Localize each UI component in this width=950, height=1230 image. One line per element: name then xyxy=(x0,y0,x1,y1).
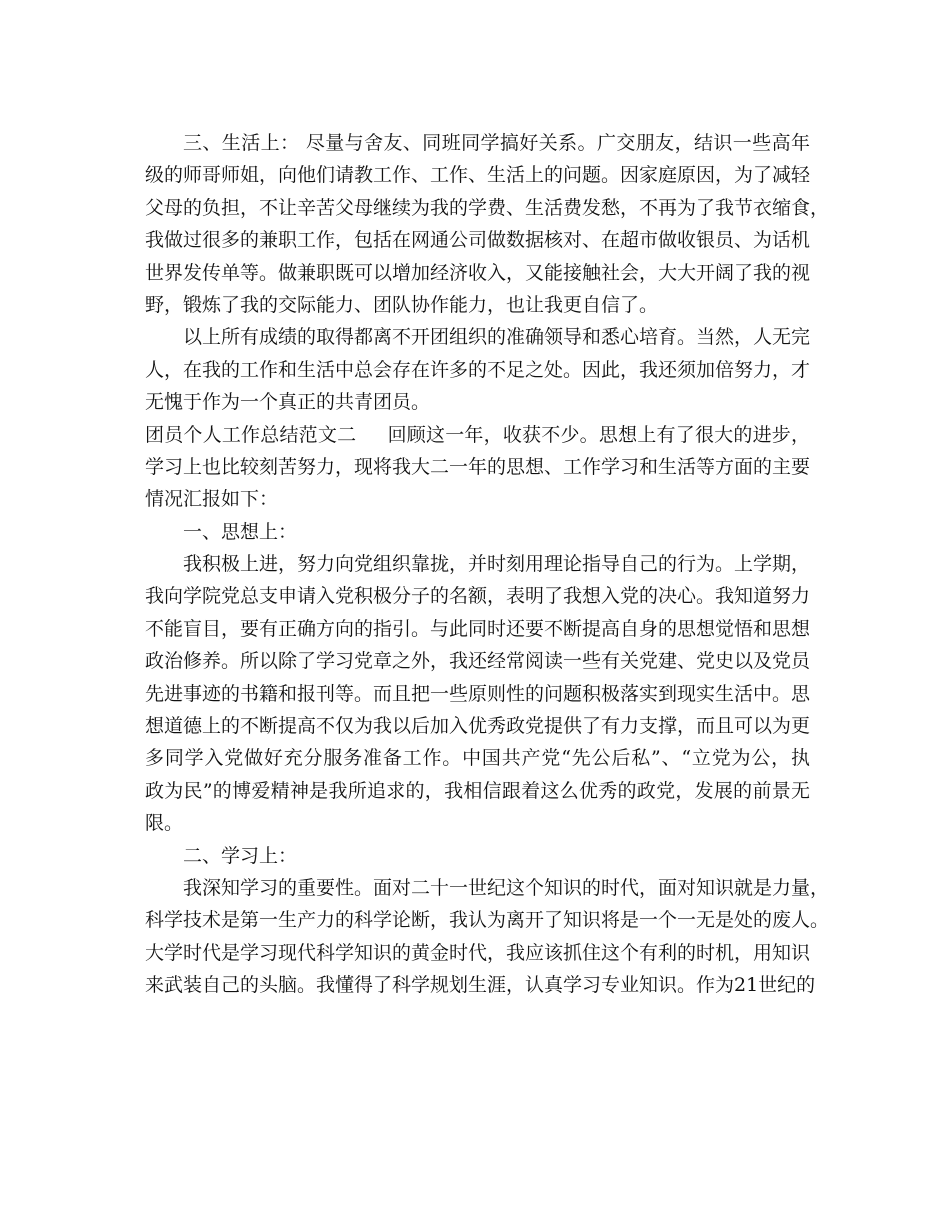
document-body xyxy=(145,127,830,1002)
paragraph-line: 想道德上的不断提高不仅为我以后加入优秀政党提供了有力支撑，而且可以为更 xyxy=(145,715,811,738)
paragraph-line: 野，锻炼了我的交际能力、团队协作能力，也让我更自信了。 xyxy=(145,293,659,316)
paragraph-line: 人，在我的工作和生活中总会存在许多的不足之处。因此，我还须加倍努力，才 xyxy=(145,358,811,381)
paragraph-line: 我积极上进，努力向党组织靠拢，并时刻用理论指导自己的行为。上学期， xyxy=(183,553,811,576)
paragraph-line: 级的师哥师姐，向他们请教工作、工作、生活上的问题。因家庭原因，为了减轻 xyxy=(145,164,811,187)
paragraph-line: 科学技术是第一生产力的科学论断，我认为离开了知识将是一个一无是处的废人。 xyxy=(145,909,830,932)
paragraph-line: 来武装自己的头脑。我懂得了科学规划生涯，认真学习专业知识。作为21世纪的 xyxy=(145,974,816,997)
paragraph-line: 三、生活上： 尽量与舍友、同班同学搞好关系。广交朋友，结识一些高年 xyxy=(183,132,810,154)
paragraph-line: 政为民”的博爱精神是我所追求的，我相信跟着这么优秀的政党，发展的前景无 xyxy=(145,779,810,802)
paragraph-line: 我做过很多的兼职工作，包括在网通公司做数据核对、在超市做收银员、为话机 xyxy=(145,229,811,252)
paragraph-line: 我向学院党总支申请入党积极分子的名额，表明了我想入党的决心。我知道努力 xyxy=(145,585,811,608)
section-heading: 二、学习上： xyxy=(183,844,298,867)
paragraph-line: 限。 xyxy=(145,812,184,835)
section-title-line: 团员个人工作总结范文二 回顾这一年，收获不少。思想上有了很大的进步， xyxy=(145,423,810,446)
paragraph-line: 无愧于作为一个真正的共青团员。 xyxy=(145,391,431,414)
paragraph-line: 政治修养。所以除了学习党章之外，我还经常阅读一些有关党建、党史以及党员 xyxy=(145,650,811,673)
paragraph-line: 情况汇报如下： xyxy=(145,488,279,511)
paragraph-line: 不能盲目，要有正确方向的指引。与此同时还要不断提高自身的思想觉悟和思想 xyxy=(145,617,811,640)
paragraph-line: 父母的负担，不让辛苦父母继续为我的学费、生活费发愁，不再为了我节衣缩食， xyxy=(145,196,830,219)
paragraph-line: 我深知学习的重要性。面对二十一世纪这个知识的时代，面对知识就是力量， xyxy=(183,876,830,899)
paragraph-line: 学习上也比较刻苦努力，现将我大二一年的思想、工作学习和生活等方面的主要 xyxy=(145,455,811,478)
paragraph-line: 大学时代是学习现代科学知识的黄金时代，我应该抓住这个有利的时机，用知识 xyxy=(145,941,811,964)
paragraph-line: 以上所有成绩的取得都离不开团组织的准确领导和悉心培育。当然，人无完 xyxy=(183,326,811,349)
paragraph-line: 世界发传单等。做兼职既可以增加经济收入，又能接触社会，大大开阔了我的视 xyxy=(145,261,811,284)
paragraph-line: 先进事迹的书籍和报刊等。而且把一些原则性的问题积极落实到现实生活中。思 xyxy=(145,682,811,705)
paragraph-line: 多同学入党做好充分服务准备工作。中国共产党“先公后私”、“立党为公，执 xyxy=(145,747,810,770)
section-heading: 一、思想上： xyxy=(183,520,298,543)
